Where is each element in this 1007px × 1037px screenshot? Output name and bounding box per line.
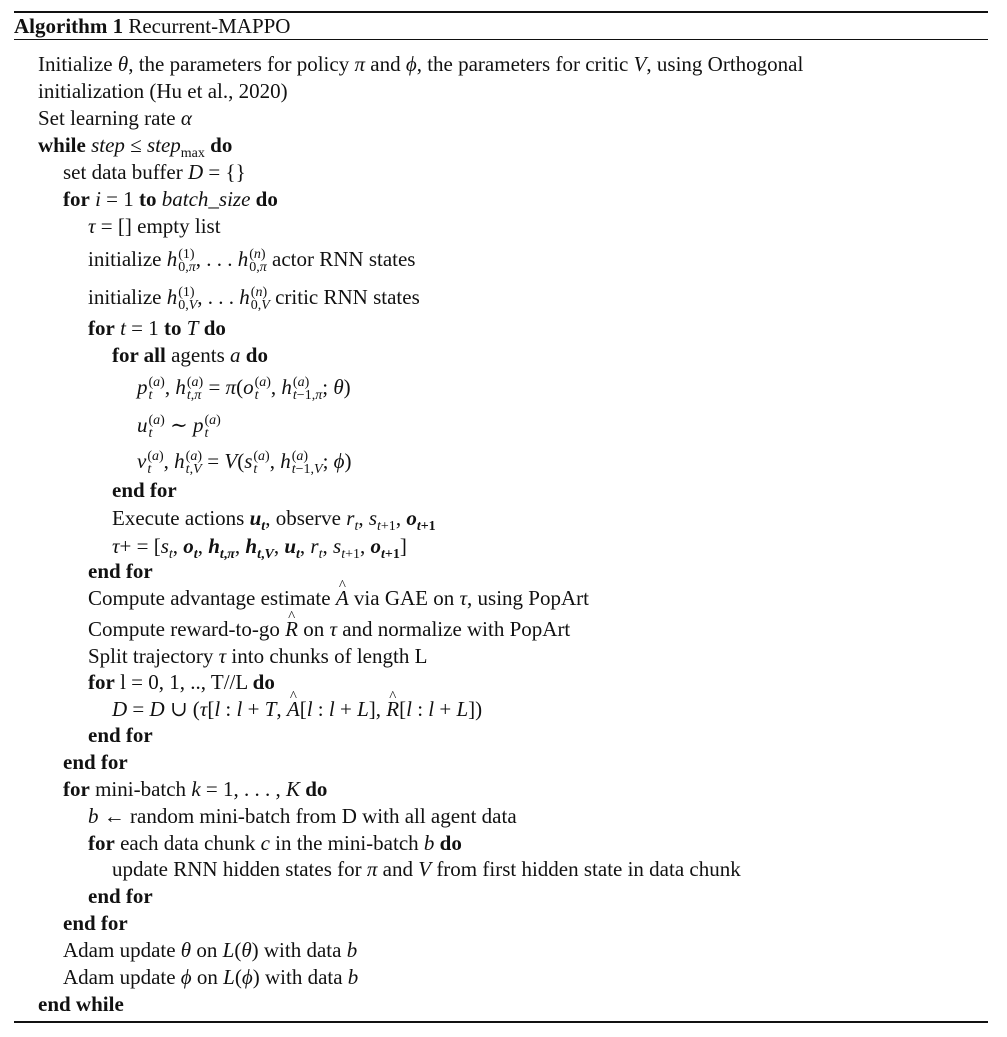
algorithm-name: Recurrent-MAPPO xyxy=(128,14,291,38)
line-for-chunks: for l = 0, 1, .., T//L do xyxy=(88,670,275,694)
line-for-minibatch: for mini-batch k = 1, . . . , K do xyxy=(63,777,328,801)
line-adam-theta: Adam update θ on L(θ) with data b xyxy=(63,938,358,962)
line-buffer-union: D = D ∪ (τ[l : l + T, ^ A[l : l + L], ^ R[l : l + L]) xyxy=(112,697,482,721)
line-for-t: for t = 1 to T do xyxy=(88,316,226,340)
line-update-rnn-states: update RNN hidden states for π and V from first hidden state in data chunk xyxy=(112,857,741,881)
bottom-rule xyxy=(14,1021,988,1023)
line-end-for-chunks: end for xyxy=(88,723,153,747)
line-end-for-agents: end for xyxy=(112,478,177,502)
line-adam-phi: Adam update ϕ on L(ϕ) with data b xyxy=(63,965,359,989)
line-for-each-chunk: for each data chunk c in the mini-batch b do xyxy=(88,831,462,855)
line-sample-action: u (a) t ∼ p (a) t xyxy=(137,413,221,442)
line-compute-advantage: Compute advantage estimate ^ A via GAE on τ, using PopArt xyxy=(88,586,589,610)
line-policy-step: p (a) t , h (a) t,π = π(o (a) t , h (a) t−1,π ; θ) xyxy=(137,375,351,404)
line-end-for-batch: end for xyxy=(63,750,128,774)
algorithm-label: Algorithm 1 xyxy=(14,14,124,38)
line-initialize-params: Initialize θ, the parameters for policy π and ϕ, the parameters for critic V, using Orthogonal xyxy=(38,52,804,76)
line-sample-minibatch: b ← random mini-batch from D with all agent data xyxy=(88,804,517,828)
line-initialization-ref: initialization (Hu et al., 2020) xyxy=(38,79,288,103)
algorithm-caption xyxy=(14,14,290,38)
line-execute-actions: Execute actions $u_t$, observe $r_t$, $s_{t+1}$, $o_{t+1}$ xyxy=(112,506,436,535)
line-append-trajectory: $\tau+ = [s_t$, $o_t$, $h_{t,\pi}$, $h_{t,V}$, $u_t$, $r_t$, $s_{t+1}$, $o_{t+1}$] xyxy=(112,534,407,563)
mid-rule xyxy=(14,39,988,40)
line-tau-empty: τ = [] empty list xyxy=(88,214,221,238)
line-init-actor-states: initialize h (1) 0,π , . . . h (n) 0,π actor RNN states xyxy=(88,247,416,276)
line-while: while step ≤ step$_{max}$ do xyxy=(38,133,233,162)
line-learning-rate: Set learning rate α xyxy=(38,106,192,130)
line-critic-step: v (a) t , h (a) t,V = V(s (a) t , h (a) t−1,V ; ϕ) xyxy=(137,449,352,478)
line-for-batch: for i = 1 to batch_size do xyxy=(63,187,278,211)
top-rule xyxy=(14,11,988,13)
line-data-buffer: set data buffer D = {} xyxy=(63,160,246,184)
line-reward-to-go: Compute reward-to-go ^ R on τ and normalize with PopArt xyxy=(88,617,570,641)
line-for-all-agents: for all agents a do xyxy=(112,343,268,367)
line-end-for-minibatch: end for xyxy=(63,911,128,935)
line-end-for-chunk: end for xyxy=(88,884,153,908)
line-split-trajectory: Split trajectory τ into chunks of length L xyxy=(88,644,428,668)
line-init-critic-states: initialize h (1) 0,V , . . . h (n) 0,V critic RNN states xyxy=(88,285,420,314)
line-end-while: end while xyxy=(38,992,124,1016)
line-end-for-t: end for xyxy=(88,559,153,583)
